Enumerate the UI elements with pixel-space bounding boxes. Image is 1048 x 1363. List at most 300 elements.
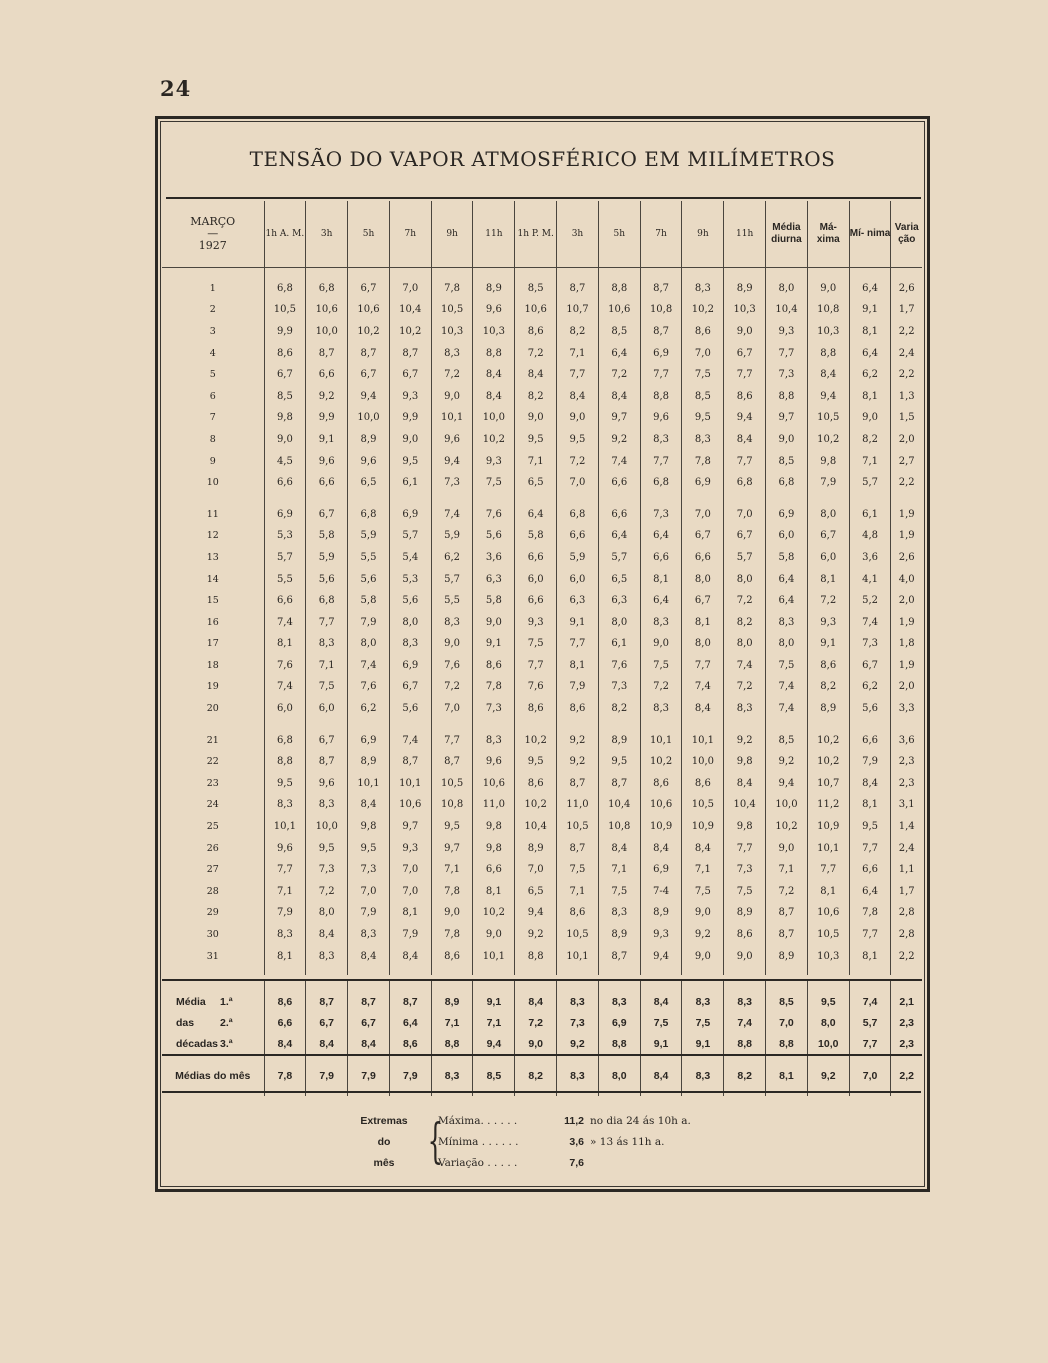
decade-value: 2,3 bbox=[891, 1012, 922, 1033]
value-cell: 10,1 bbox=[431, 408, 473, 430]
value-cell: 8,7 bbox=[598, 946, 640, 976]
value-cell: 8,9 bbox=[640, 903, 682, 925]
value-cell: 7,1 bbox=[682, 859, 724, 881]
month-mean-value: 7,9 bbox=[306, 1055, 348, 1096]
extremes-label: Extremas bbox=[360, 1115, 408, 1127]
value-cell: 5,6 bbox=[389, 698, 431, 720]
value-cell: 8,4 bbox=[306, 924, 348, 946]
decade-value: 6,7 bbox=[306, 1012, 348, 1033]
value-cell: 10,5 bbox=[682, 795, 724, 817]
page-number: 24 bbox=[160, 76, 192, 101]
table-row bbox=[162, 677, 922, 699]
decade-value: 7,1 bbox=[473, 1012, 515, 1033]
value-cell: 10,3 bbox=[807, 321, 849, 343]
value-cell: 7,3 bbox=[473, 698, 515, 720]
value-cell: 3,6 bbox=[891, 720, 922, 752]
value-cell: 7,1 bbox=[306, 655, 348, 677]
value-cell: 7,0 bbox=[515, 859, 557, 881]
value-cell: 7,3 bbox=[640, 494, 682, 526]
table-row bbox=[162, 946, 922, 976]
value-cell: 7,7 bbox=[724, 451, 766, 473]
value-cell: 9,5 bbox=[598, 751, 640, 773]
value-cell: 10,1 bbox=[389, 773, 431, 795]
table-row bbox=[162, 590, 922, 612]
value-cell: 7,7 bbox=[640, 364, 682, 386]
decade-value: 2,1 bbox=[891, 980, 922, 1012]
table-frame bbox=[155, 116, 930, 1192]
value-cell: 8,3 bbox=[264, 924, 306, 946]
value-cell: 9,8 bbox=[807, 451, 849, 473]
decade-label-cell bbox=[162, 1033, 264, 1055]
value-cell: 8,0 bbox=[306, 903, 348, 925]
value-cell: 7,5 bbox=[724, 881, 766, 903]
table-row bbox=[162, 751, 922, 773]
month-mean-value: 8,3 bbox=[431, 1055, 473, 1096]
value-cell: 7,7 bbox=[557, 364, 599, 386]
decade-value: 7,5 bbox=[640, 1012, 682, 1033]
decade-row bbox=[162, 1012, 922, 1033]
extreme-row bbox=[438, 1132, 738, 1153]
value-cell: 7,0 bbox=[682, 494, 724, 526]
value-cell: 2,2 bbox=[891, 946, 922, 976]
value-cell: 7,1 bbox=[557, 881, 599, 903]
value-cell: 6,5 bbox=[515, 472, 557, 494]
value-cell: 5,4 bbox=[389, 547, 431, 569]
decade-value: 8,3 bbox=[557, 980, 599, 1012]
value-cell: 6,8 bbox=[306, 268, 348, 300]
day-cell: 19 bbox=[206, 681, 219, 693]
value-cell: 6,4 bbox=[766, 569, 808, 591]
value-cell: 8,0 bbox=[348, 634, 390, 656]
value-cell: 6,2 bbox=[431, 547, 473, 569]
value-cell: 6,2 bbox=[849, 677, 891, 699]
value-cell: 10,1 bbox=[807, 838, 849, 860]
extremes-labels bbox=[354, 1111, 414, 1174]
decade-value: 8,8 bbox=[724, 1033, 766, 1055]
value-cell: 8,1 bbox=[557, 655, 599, 677]
value-cell: 5,9 bbox=[431, 526, 473, 548]
value-cell: 6,8 bbox=[557, 494, 599, 526]
table-row bbox=[162, 655, 922, 677]
value-cell: 6,9 bbox=[766, 494, 808, 526]
value-cell: 10,1 bbox=[682, 720, 724, 752]
col-header: 3h bbox=[306, 201, 348, 268]
value-cell: 8,1 bbox=[682, 612, 724, 634]
value-cell: 10,4 bbox=[515, 816, 557, 838]
value-cell: 9,2 bbox=[598, 429, 640, 451]
value-cell: 8,7 bbox=[640, 268, 682, 300]
value-cell: 6,8 bbox=[264, 720, 306, 752]
value-cell: 10,9 bbox=[682, 816, 724, 838]
value-cell: 9,5 bbox=[849, 816, 891, 838]
value-cell: 9,3 bbox=[515, 612, 557, 634]
summary-table bbox=[162, 979, 922, 1096]
value-cell: 7,2 bbox=[724, 677, 766, 699]
value-cell: 8,6 bbox=[807, 655, 849, 677]
value-cell: 8,7 bbox=[431, 751, 473, 773]
decade-value: 8,0 bbox=[807, 1012, 849, 1033]
value-cell: 5,6 bbox=[473, 526, 515, 548]
month-mean-row bbox=[162, 1055, 922, 1096]
value-cell: 8,7 bbox=[640, 321, 682, 343]
value-cell: 8,7 bbox=[557, 773, 599, 795]
value-cell: 10,5 bbox=[557, 816, 599, 838]
extreme-value: 7,6 bbox=[569, 1157, 584, 1169]
day-cell: 23 bbox=[206, 777, 219, 789]
value-cell: 7,7 bbox=[849, 838, 891, 860]
day-cell: 21 bbox=[206, 734, 219, 746]
value-cell: 10,9 bbox=[640, 816, 682, 838]
value-cell: 9,9 bbox=[264, 321, 306, 343]
value-cell: 5,5 bbox=[264, 569, 306, 591]
value-cell: 8,9 bbox=[348, 429, 390, 451]
value-cell: 8,3 bbox=[640, 698, 682, 720]
extremes-label: mês bbox=[373, 1157, 395, 1169]
value-cell: 9,5 bbox=[682, 408, 724, 430]
value-cell: 6,6 bbox=[598, 494, 640, 526]
value-cell: 9,7 bbox=[389, 816, 431, 838]
value-cell: 5,6 bbox=[306, 569, 348, 591]
value-cell: 4,0 bbox=[891, 569, 922, 591]
value-cell: 9,1 bbox=[557, 612, 599, 634]
extreme-row bbox=[438, 1111, 738, 1132]
value-cell: 6,6 bbox=[264, 472, 306, 494]
value-cell: 7,4 bbox=[598, 451, 640, 473]
value-cell: 8,0 bbox=[724, 634, 766, 656]
value-cell: 8,9 bbox=[598, 720, 640, 752]
value-cell: 10,6 bbox=[473, 773, 515, 795]
value-cell: 6,0 bbox=[264, 698, 306, 720]
decade-value: 8,6 bbox=[264, 980, 306, 1012]
value-cell: 2,4 bbox=[891, 343, 922, 365]
decade-word: Média bbox=[176, 995, 206, 1008]
value-cell: 8,3 bbox=[348, 924, 390, 946]
value-cell: 7,7 bbox=[807, 859, 849, 881]
value-cell: 8,5 bbox=[766, 720, 808, 752]
decade-word: décadas bbox=[176, 1037, 219, 1050]
decade-label: 2.ª bbox=[220, 1016, 233, 1029]
value-cell: 10,2 bbox=[473, 429, 515, 451]
value-cell: 7,2 bbox=[557, 451, 599, 473]
value-cell: 9,0 bbox=[473, 612, 515, 634]
value-cell: 8,1 bbox=[640, 569, 682, 591]
value-cell: 6,6 bbox=[264, 590, 306, 612]
value-cell: 7,7 bbox=[724, 838, 766, 860]
value-cell: 9,4 bbox=[724, 408, 766, 430]
value-cell: 9,5 bbox=[515, 751, 557, 773]
value-cell: 6,9 bbox=[682, 472, 724, 494]
table-row bbox=[162, 386, 922, 408]
day-cell: 13 bbox=[206, 551, 219, 563]
value-cell: 2,2 bbox=[891, 472, 922, 494]
value-cell: 9,1 bbox=[473, 634, 515, 656]
value-cell: 5,6 bbox=[849, 698, 891, 720]
value-cell: 5,2 bbox=[849, 590, 891, 612]
value-cell: 8,4 bbox=[682, 838, 724, 860]
col-header: 5h bbox=[598, 201, 640, 268]
value-cell: 8,3 bbox=[389, 634, 431, 656]
value-cell: 7,4 bbox=[682, 677, 724, 699]
value-cell: 7,2 bbox=[724, 590, 766, 612]
value-cell: 9,2 bbox=[766, 751, 808, 773]
value-cell: 10,1 bbox=[640, 720, 682, 752]
extreme-name: Variação . . . . . bbox=[438, 1157, 518, 1169]
value-cell: 8,4 bbox=[849, 773, 891, 795]
value-cell: 7,5 bbox=[473, 472, 515, 494]
value-cell: 9,4 bbox=[807, 386, 849, 408]
value-cell: 6,4 bbox=[598, 343, 640, 365]
value-cell: 5,9 bbox=[557, 547, 599, 569]
value-cell: 10,6 bbox=[807, 903, 849, 925]
value-cell: 8,4 bbox=[724, 429, 766, 451]
month-dash: — bbox=[207, 227, 219, 240]
value-cell: 6,5 bbox=[598, 569, 640, 591]
value-cell: 8,7 bbox=[557, 268, 599, 300]
col-header: 3h bbox=[557, 201, 599, 268]
value-cell: 10,0 bbox=[306, 816, 348, 838]
value-cell: 8,8 bbox=[807, 343, 849, 365]
value-cell: 8,9 bbox=[766, 946, 808, 976]
value-cell: 8,4 bbox=[557, 386, 599, 408]
value-cell: 10,0 bbox=[348, 408, 390, 430]
value-cell: 9,3 bbox=[389, 838, 431, 860]
decade-row bbox=[162, 1033, 922, 1055]
value-cell: 7,6 bbox=[515, 677, 557, 699]
day-cell: 27 bbox=[206, 864, 219, 876]
value-cell: 10,0 bbox=[473, 408, 515, 430]
value-cell: 8,9 bbox=[348, 751, 390, 773]
value-cell: 2,3 bbox=[891, 751, 922, 773]
value-cell: 8,3 bbox=[766, 612, 808, 634]
value-cell: 6,2 bbox=[348, 698, 390, 720]
decade-label-cell bbox=[162, 980, 264, 1012]
value-cell: 9,6 bbox=[640, 408, 682, 430]
month-mean-value: 7,0 bbox=[849, 1055, 891, 1096]
decade-value: 6,6 bbox=[264, 1012, 306, 1033]
value-cell: 8,1 bbox=[473, 881, 515, 903]
month-mean-value: 7,8 bbox=[264, 1055, 306, 1096]
decade-value: 7,1 bbox=[431, 1012, 473, 1033]
value-cell: 9,5 bbox=[557, 429, 599, 451]
table-row bbox=[162, 472, 922, 494]
value-cell: 10,0 bbox=[766, 795, 808, 817]
value-cell: 7,2 bbox=[640, 677, 682, 699]
header-row bbox=[162, 201, 922, 268]
value-cell: 8,9 bbox=[515, 838, 557, 860]
value-cell: 8,1 bbox=[389, 903, 431, 925]
value-cell: 6,0 bbox=[557, 569, 599, 591]
value-cell: 8,3 bbox=[473, 720, 515, 752]
value-cell: 9,0 bbox=[473, 924, 515, 946]
value-cell: 2,2 bbox=[891, 321, 922, 343]
value-cell: 8,3 bbox=[306, 946, 348, 976]
value-cell: 10,2 bbox=[389, 321, 431, 343]
value-cell: 7,3 bbox=[766, 364, 808, 386]
value-cell: 6,7 bbox=[849, 655, 891, 677]
value-cell: 8,6 bbox=[431, 946, 473, 976]
value-cell: 2,2 bbox=[891, 364, 922, 386]
month-mean-value: 8,5 bbox=[473, 1055, 515, 1096]
value-cell: 6,8 bbox=[766, 472, 808, 494]
value-cell: 6,4 bbox=[515, 494, 557, 526]
value-cell: 7,1 bbox=[264, 881, 306, 903]
value-cell: 10,7 bbox=[807, 773, 849, 795]
table-row bbox=[162, 634, 922, 656]
value-cell: 7,0 bbox=[389, 881, 431, 903]
value-cell: 9,5 bbox=[389, 451, 431, 473]
month-mean-value: 8,3 bbox=[682, 1055, 724, 1096]
decade-value: 8,7 bbox=[306, 980, 348, 1012]
extreme-value: 3,6 bbox=[569, 1136, 584, 1148]
value-cell: 8,2 bbox=[515, 386, 557, 408]
value-cell: 6,6 bbox=[306, 364, 348, 386]
value-cell: 7,7 bbox=[557, 634, 599, 656]
day-cell: 6 bbox=[209, 390, 216, 402]
value-cell: 9,7 bbox=[431, 838, 473, 860]
value-cell: 10,2 bbox=[515, 795, 557, 817]
value-cell: 10,6 bbox=[306, 300, 348, 322]
decade-value: 8,3 bbox=[598, 980, 640, 1012]
value-cell: 9,9 bbox=[389, 408, 431, 430]
value-cell: 7,4 bbox=[348, 655, 390, 677]
day-cell: 3 bbox=[209, 325, 216, 337]
value-cell: 9,5 bbox=[264, 773, 306, 795]
value-cell: 8,1 bbox=[849, 946, 891, 976]
value-cell: 9,0 bbox=[682, 903, 724, 925]
value-cell: 7,5 bbox=[557, 859, 599, 881]
value-cell: 7,2 bbox=[431, 677, 473, 699]
value-cell: 9,0 bbox=[807, 268, 849, 300]
value-cell: 6,9 bbox=[640, 343, 682, 365]
value-cell: 7,5 bbox=[515, 634, 557, 656]
value-cell: 9,1 bbox=[306, 429, 348, 451]
value-cell: 1,8 bbox=[891, 634, 922, 656]
value-cell: 7,9 bbox=[348, 903, 390, 925]
table-row bbox=[162, 343, 922, 365]
value-cell: 7,2 bbox=[807, 590, 849, 612]
day-cell: 22 bbox=[206, 756, 219, 768]
table-row bbox=[162, 569, 922, 591]
value-cell: 7,0 bbox=[557, 472, 599, 494]
value-cell: 6,4 bbox=[766, 590, 808, 612]
decade-value: 8,4 bbox=[306, 1033, 348, 1055]
value-cell: 9,0 bbox=[724, 321, 766, 343]
value-cell: 1,4 bbox=[891, 816, 922, 838]
value-cell: 10,1 bbox=[473, 946, 515, 976]
value-cell: 8,6 bbox=[473, 655, 515, 677]
value-cell: 10,9 bbox=[807, 816, 849, 838]
value-cell: 8,9 bbox=[724, 903, 766, 925]
value-cell: 6,6 bbox=[598, 472, 640, 494]
decade-value: 9,1 bbox=[640, 1033, 682, 1055]
value-cell: 7,4 bbox=[849, 612, 891, 634]
value-cell: 6,4 bbox=[640, 526, 682, 548]
extremes-label: do bbox=[377, 1136, 391, 1148]
value-cell: 3,6 bbox=[849, 547, 891, 569]
value-cell: 8,7 bbox=[389, 751, 431, 773]
value-cell: 10,5 bbox=[557, 924, 599, 946]
value-cell: 6,8 bbox=[264, 268, 306, 300]
value-cell: 7,9 bbox=[849, 751, 891, 773]
value-cell: 7,7 bbox=[431, 720, 473, 752]
value-cell: 6,7 bbox=[264, 364, 306, 386]
month-mean-label: Médias do mês bbox=[162, 1055, 264, 1096]
value-cell: 8,3 bbox=[431, 343, 473, 365]
value-cell: 8,6 bbox=[515, 321, 557, 343]
decade-value: 7,4 bbox=[724, 1012, 766, 1033]
value-cell: 8,4 bbox=[598, 386, 640, 408]
table-row bbox=[162, 881, 922, 903]
value-cell: 5,7 bbox=[389, 526, 431, 548]
value-cell: 8,7 bbox=[766, 924, 808, 946]
value-cell: 8,4 bbox=[640, 838, 682, 860]
value-cell: 4,1 bbox=[849, 569, 891, 591]
day-cell: 12 bbox=[206, 530, 219, 542]
value-cell: 6,7 bbox=[306, 494, 348, 526]
value-cell: 8,6 bbox=[515, 773, 557, 795]
month-mean-value: 7,9 bbox=[348, 1055, 390, 1096]
value-cell: 8,2 bbox=[807, 677, 849, 699]
value-cell: 8,0 bbox=[807, 494, 849, 526]
value-cell: 2,0 bbox=[891, 429, 922, 451]
decade-value: 8,7 bbox=[348, 980, 390, 1012]
value-cell: 8,8 bbox=[640, 386, 682, 408]
day-cell: 14 bbox=[206, 573, 219, 585]
value-cell: 10,0 bbox=[306, 321, 348, 343]
value-cell: 7,8 bbox=[849, 903, 891, 925]
value-cell: 8,6 bbox=[724, 386, 766, 408]
value-cell: 5,8 bbox=[473, 590, 515, 612]
value-cell: 9,3 bbox=[640, 924, 682, 946]
value-cell: 7,0 bbox=[348, 881, 390, 903]
value-cell: 5,9 bbox=[306, 547, 348, 569]
value-cell: 6,9 bbox=[348, 720, 390, 752]
value-cell: 7,0 bbox=[724, 494, 766, 526]
value-cell: 6,0 bbox=[515, 569, 557, 591]
value-cell: 9,2 bbox=[557, 751, 599, 773]
value-cell: 6,6 bbox=[849, 859, 891, 881]
value-cell: 8,5 bbox=[766, 451, 808, 473]
decade-value: 6,7 bbox=[348, 1012, 390, 1033]
value-cell: 9,6 bbox=[264, 838, 306, 860]
decade-value: 7,2 bbox=[515, 1012, 557, 1033]
value-cell: 9,0 bbox=[724, 946, 766, 976]
value-cell: 9,0 bbox=[515, 408, 557, 430]
value-cell: 8,3 bbox=[640, 612, 682, 634]
value-cell: 7,4 bbox=[766, 698, 808, 720]
value-cell: 7,1 bbox=[766, 859, 808, 881]
decade-value: 2,3 bbox=[891, 1033, 922, 1055]
value-cell: 5,6 bbox=[389, 590, 431, 612]
col-header: 9h bbox=[682, 201, 724, 268]
value-cell: 8,0 bbox=[682, 634, 724, 656]
value-cell: 6,0 bbox=[807, 547, 849, 569]
day-cell: 20 bbox=[206, 703, 219, 715]
day-cell: 10 bbox=[206, 477, 219, 489]
value-cell: 8,4 bbox=[682, 698, 724, 720]
day-cell: 4 bbox=[209, 347, 216, 359]
value-cell: 9,2 bbox=[306, 386, 348, 408]
value-cell: 9,0 bbox=[766, 838, 808, 860]
value-cell: 10,7 bbox=[557, 300, 599, 322]
value-cell: 7,6 bbox=[348, 677, 390, 699]
table-row bbox=[162, 547, 922, 569]
value-cell: 10,4 bbox=[766, 300, 808, 322]
value-cell: 7,6 bbox=[431, 655, 473, 677]
col-header: Mí- nima bbox=[849, 201, 891, 268]
value-cell: 6,6 bbox=[682, 547, 724, 569]
value-cell: 9,0 bbox=[640, 634, 682, 656]
